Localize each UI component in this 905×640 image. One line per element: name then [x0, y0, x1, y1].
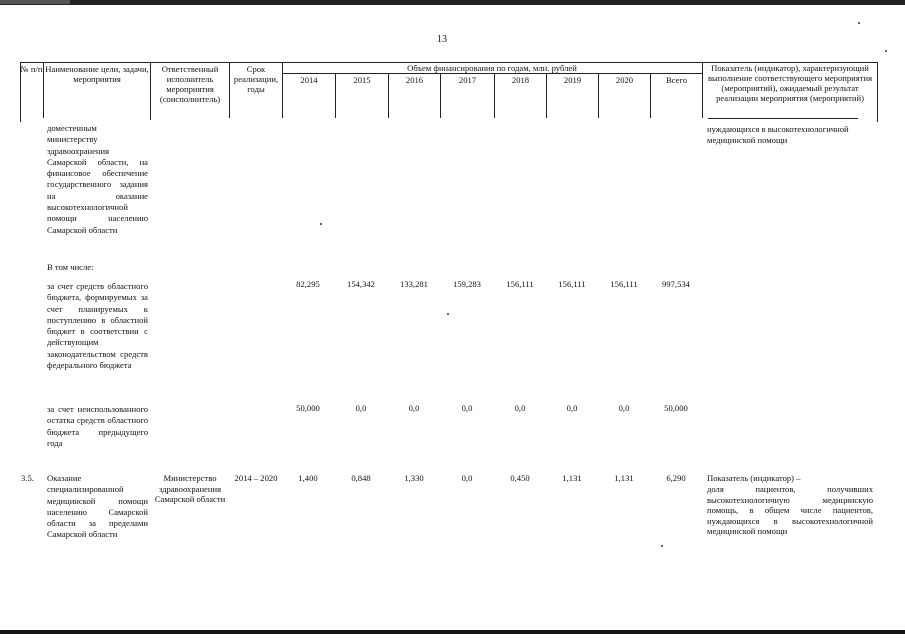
row-balance-2017: 0,0	[461, 403, 473, 413]
header-responsible: Ответственный исполнитель мероприятия (соисполнитель)	[159, 64, 221, 104]
row-balance-2019: 0,0	[566, 403, 578, 413]
header-year-2015: 2015	[353, 75, 371, 85]
page-number: 13	[437, 34, 447, 45]
item-indicator-text: доля пациентов, получивших высокотехнологичную медицинскую помощь, в общем числе пациентов, нуждающихся в высокотехнологичной медицинской помощи	[707, 484, 873, 536]
scan-top-border	[0, 0, 905, 5]
scan-bottom-border	[0, 630, 905, 634]
row-balance-name: за счет неиспользованного остатка средств областного бюджета предыдущего года	[47, 404, 148, 448]
row-federal-2017: 159,283	[453, 279, 481, 289]
item-name: Оказание специализированной медицинской помощи населению Самарской области за пределами Самарской области	[47, 473, 148, 540]
header-indicator: Показатель (индикатор), характеризующий выполнение соответствующего мероприятия (мероприятий), ожидаемый результат реализации мероприятия (мероприятий)	[707, 63, 873, 103]
header-total: Всего	[665, 75, 688, 85]
row-federal-2020: 156,111	[610, 279, 638, 289]
row-federal-2018: 156,111	[506, 279, 534, 289]
header-finance: Объем финансирования по годам, млн. рублей	[407, 63, 577, 73]
item-2014: 1,400	[298, 473, 318, 483]
item-2019: 1,131	[562, 473, 582, 483]
row-federal-total: 997,534	[662, 279, 690, 289]
item-indicator-title: Показатель (индикатор) –	[707, 473, 801, 483]
continuation-name: доместенным министерству здравоохранения Самарской области, на финансовое обеспечение государственного задания на оказание высокотехнологичной помощи населению Самарской области	[47, 123, 148, 235]
row-balance-2020: 0,0	[618, 403, 630, 413]
in-total-label: В том числе:	[47, 262, 94, 272]
scan-speck	[320, 223, 322, 225]
item-responsible: Министерство здравоохранения Самарской области	[154, 473, 226, 504]
header-name: Наименование цели, задачи, мероприятия	[45, 64, 149, 84]
row-balance-2015: 0,0	[355, 403, 367, 413]
col-sep-12	[702, 62, 703, 118]
row-federal-2016: 133,281	[400, 279, 428, 289]
row-federal-2014: 82,295	[296, 279, 320, 289]
row-federal-2015: 154,342	[347, 279, 375, 289]
indicator-underline	[708, 118, 858, 119]
item-2020: 1,131	[614, 473, 634, 483]
scan-speck	[858, 22, 860, 24]
row-federal-name: за счет средств областного бюджета, формируемых за счет планируемых к поступлению в областной бюджет в соответствии с действующим законодательством средств федерального бюджета	[47, 281, 148, 371]
scan-speck	[447, 313, 449, 315]
item-2016: 1,330	[404, 473, 424, 483]
scan-speck	[661, 545, 663, 547]
row-balance-2018: 0,0	[514, 403, 526, 413]
finance-subheader-rule	[282, 73, 702, 74]
row-balance-total: 50,000	[664, 403, 688, 413]
row-balance-2016: 0,0	[408, 403, 420, 413]
header-year-2018: 2018	[511, 75, 530, 85]
row-balance-2014: 50,000	[296, 403, 320, 413]
item-number: 3.5.	[21, 473, 34, 483]
scan-corner-mark	[0, 0, 70, 4]
col-sep-1	[43, 62, 44, 118]
border-right	[877, 62, 878, 122]
header-year-2017: 2017	[458, 75, 477, 85]
item-2018: 0,450	[510, 473, 530, 483]
header-term: Срок реализации, годы	[233, 64, 279, 94]
item-term: 2014 – 2020	[234, 473, 278, 483]
header-year-2014: 2014	[300, 75, 318, 85]
item-2015: 0,848	[351, 473, 371, 483]
header-year-2016: 2016	[405, 75, 424, 85]
header-year-2020: 2020	[615, 75, 634, 85]
item-2017: 0,0	[461, 473, 473, 483]
header-year-2019: 2019	[563, 75, 582, 85]
item-total: 6,290	[666, 473, 686, 483]
row-federal-2019: 156,111	[558, 279, 586, 289]
scan-speck	[885, 50, 887, 52]
continuation-indicator: нуждающихся в высокотехнологичной медицинской помощи	[707, 124, 849, 145]
header-num: № п/п	[20, 64, 43, 74]
